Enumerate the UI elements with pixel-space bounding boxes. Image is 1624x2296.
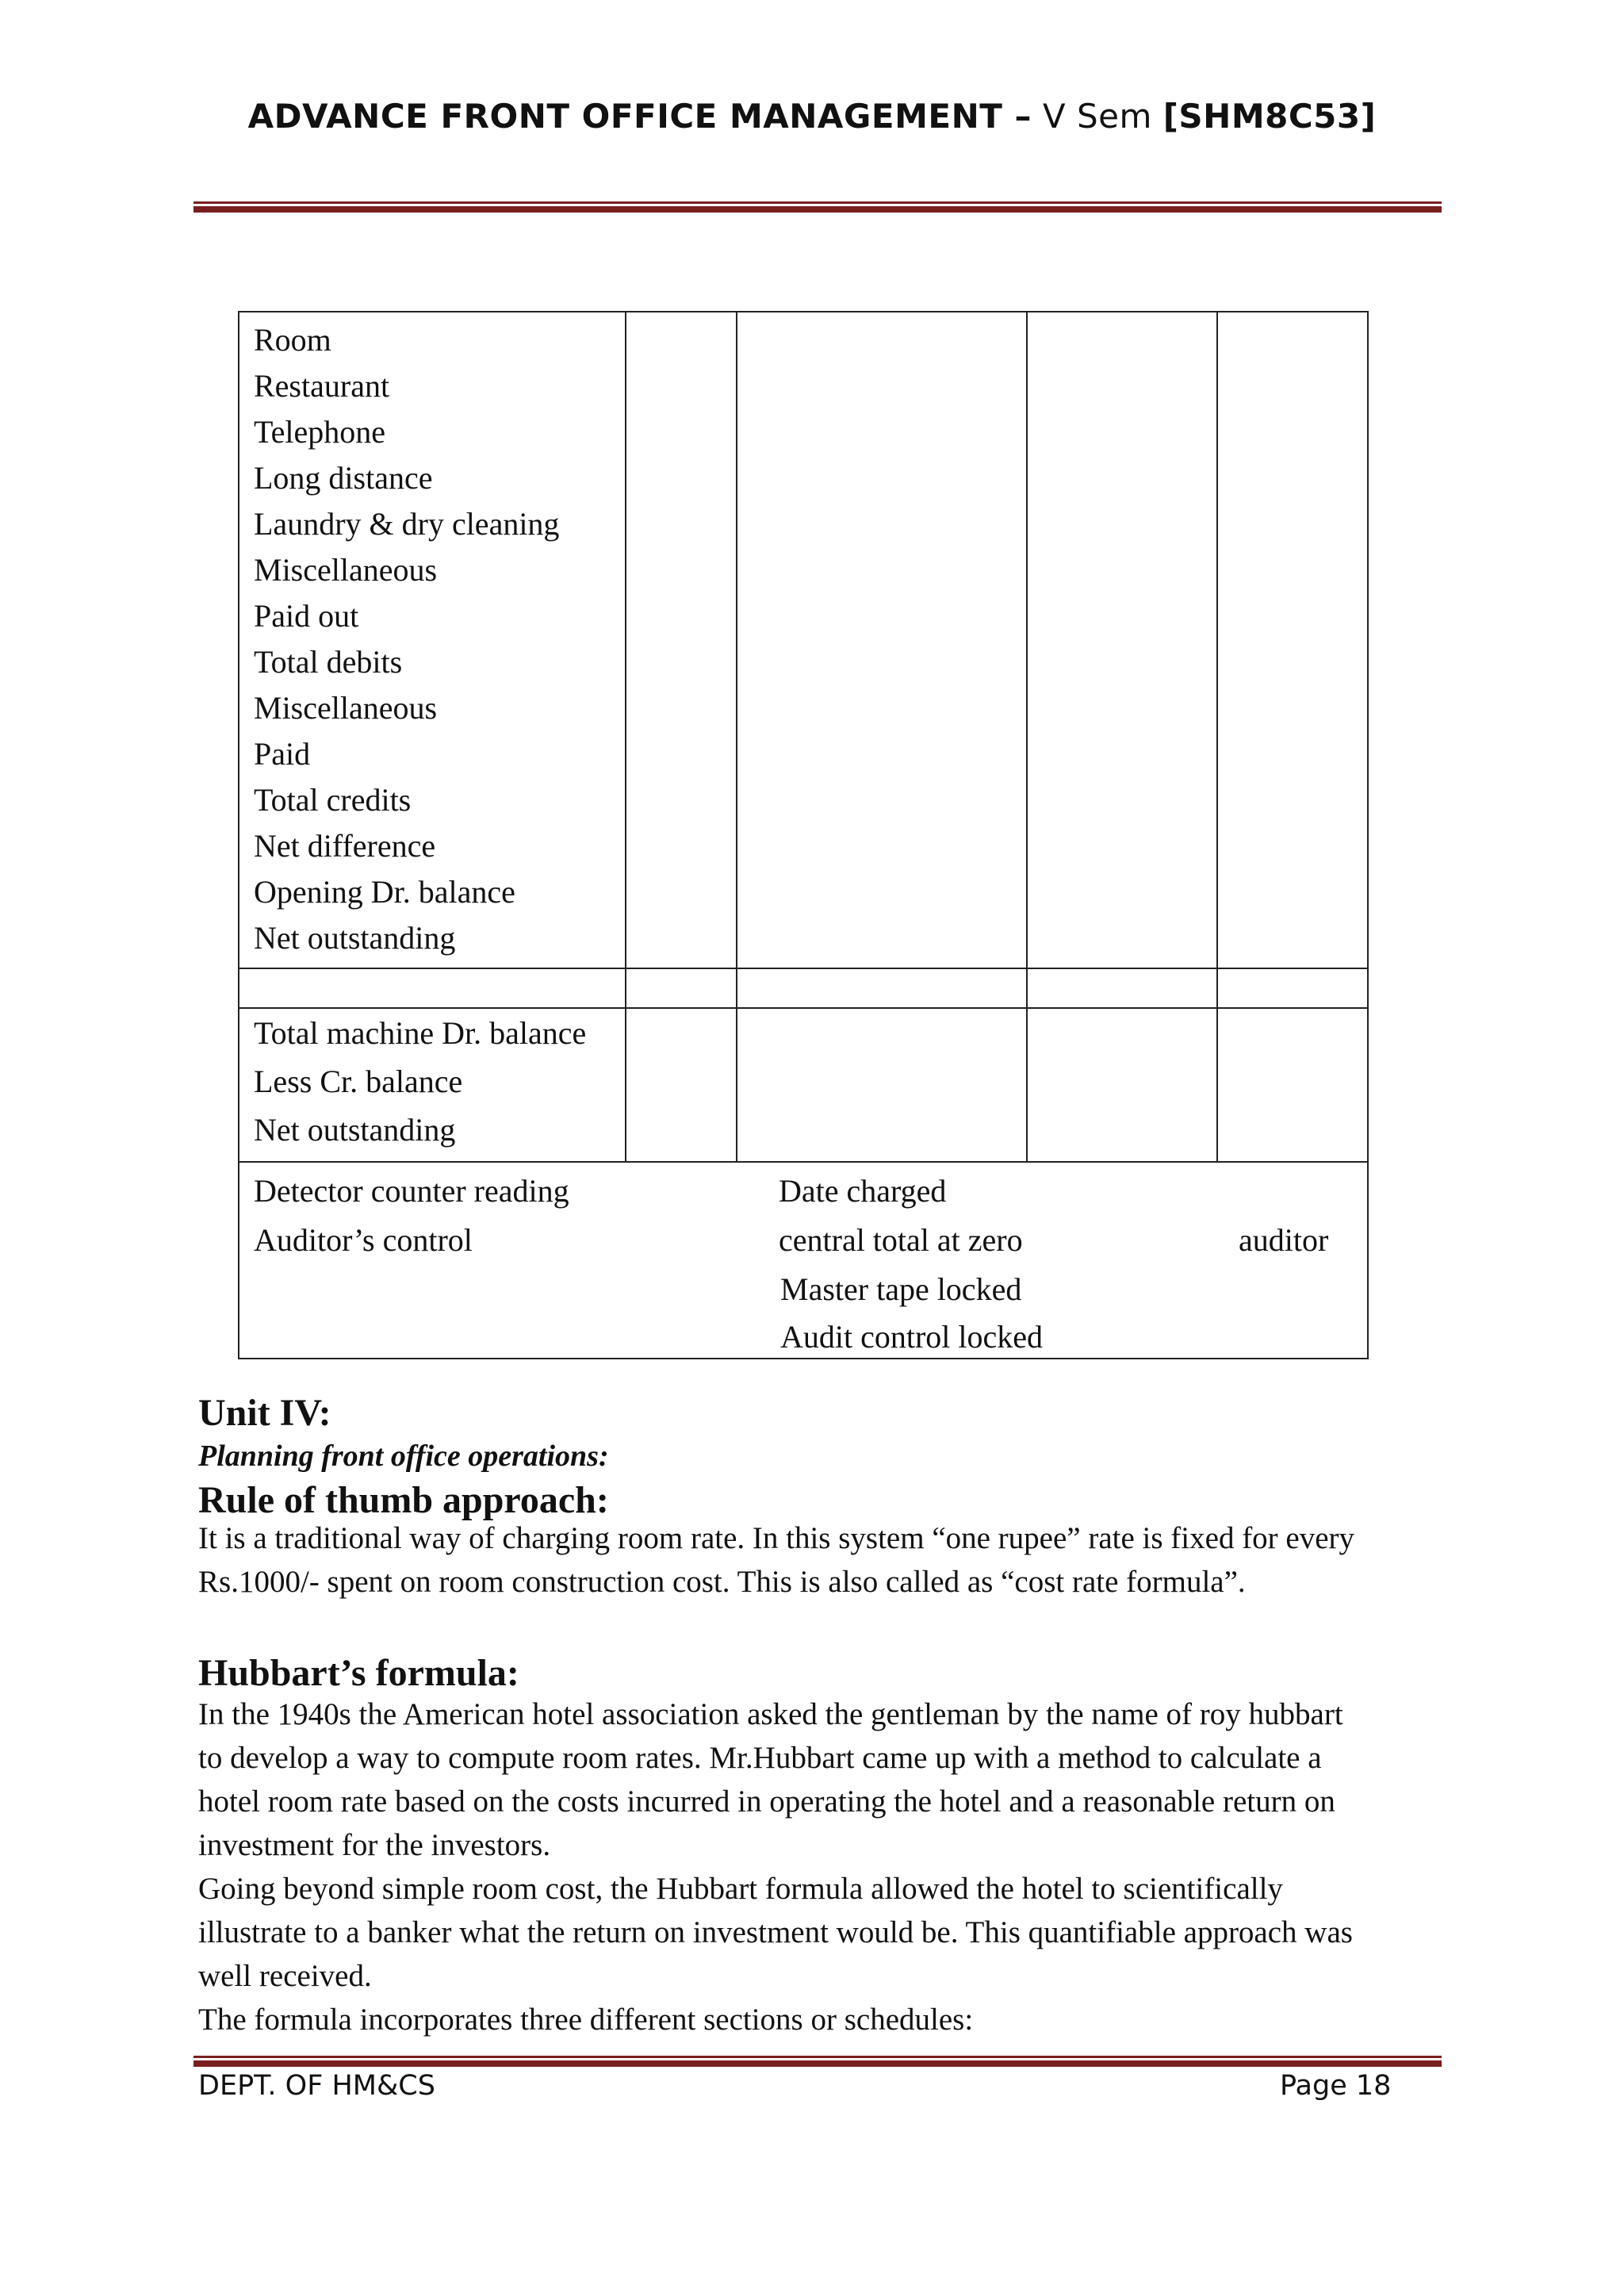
footer-middle-text: Date charged: [779, 1173, 947, 1209]
list-item: Net outstanding: [254, 920, 456, 956]
list-item: Long distance: [254, 460, 433, 496]
header-divider: [193, 201, 1442, 213]
machine-items-cell: [239, 1008, 626, 1162]
table-row-machine: [239, 1008, 1368, 1162]
list-item: Net outstanding: [254, 1112, 456, 1148]
list-item: Paid: [254, 736, 311, 772]
table-row-blank: [239, 968, 1368, 1008]
footer-left-text: Detector counter reading: [254, 1173, 569, 1209]
header-course-name: ADVANCE FRONT OFFICE MANAGEMENT –: [247, 97, 1032, 136]
empty-cell: [737, 312, 1027, 968]
unit-title: Unit IV:: [198, 1392, 331, 1434]
empty-cell: [1027, 968, 1217, 1008]
list-item: Room: [254, 322, 331, 358]
audit-table: [238, 311, 1369, 1359]
paragraph-line: illustrate to a banker what the return on investment would be. This quantifiable approach was: [198, 1915, 1353, 1949]
empty-cell: [626, 1008, 737, 1162]
main-items-cell: [239, 312, 626, 968]
list-item: Laundry & dry cleaning: [254, 506, 560, 542]
list-item: Total machine Dr. balance: [254, 1015, 587, 1051]
list-item: Less Cr. balance: [254, 1064, 463, 1099]
empty-cell: [1217, 1008, 1368, 1162]
empty-cell: [737, 1008, 1027, 1162]
empty-cell: [239, 968, 626, 1008]
footer-left-text: Auditor’s control: [254, 1222, 473, 1258]
footer-control-cell: [239, 1162, 1368, 1359]
empty-cell: [1217, 968, 1368, 1008]
footer-middle-text: Master tape locked: [780, 1271, 1022, 1307]
empty-cell: [1027, 1008, 1217, 1162]
section-paragraph-hubbart: [198, 1692, 1451, 2041]
paragraph-line: well received.: [198, 1959, 372, 1993]
paragraph-line: to develop a way to compute room rates. Mr.Hubbart came up with a method to calculate a: [198, 1741, 1322, 1775]
paragraph-line: hotel room rate based on the costs incurred in operating the hotel and a reasonable return on: [198, 1784, 1335, 1819]
table-row-main: [239, 312, 1368, 968]
footer-page-number: Page 18: [1280, 2070, 1392, 2102]
empty-cell: [1217, 312, 1368, 968]
paragraph-line: In the 1940s the American hotel association asked the gentleman by the name of roy hubbart: [198, 1697, 1343, 1731]
header-course-code: [SHM8C53]: [1162, 97, 1377, 136]
header-semester: V Sem: [1042, 97, 1152, 136]
paragraph-line: The formula incorporates three different sections or schedules:: [198, 2003, 974, 2037]
list-item: Total debits: [254, 644, 403, 680]
table-row-footer: [239, 1162, 1368, 1359]
section-heading-rule-of-thumb: Rule of thumb approach:: [198, 1479, 609, 1521]
empty-cell: [626, 312, 737, 968]
list-item: Miscellaneous: [254, 552, 438, 588]
unit-subtitle: Planning front office operations:: [198, 1439, 609, 1473]
footer-right-text: auditor: [1239, 1222, 1329, 1258]
empty-cell: [626, 968, 737, 1008]
list-item: Telephone: [254, 414, 386, 450]
paragraph-line: Going beyond simple room cost, the Hubbart formula allowed the hotel to scientifically: [198, 1872, 1283, 1906]
list-item: Net difference: [254, 828, 436, 864]
empty-cell: [737, 968, 1027, 1008]
paragraph-line: investment for the investors.: [198, 1828, 551, 1862]
section-heading-hubbart: Hubbart’s formula:: [198, 1652, 519, 1694]
empty-cell: [1027, 312, 1217, 968]
list-item: Miscellaneous: [254, 690, 438, 726]
page-header-title: [0, 97, 1624, 136]
list-item: Paid out: [254, 598, 359, 634]
footer-middle-text: Audit control locked: [780, 1319, 1044, 1355]
list-item: Total credits: [254, 782, 412, 818]
section-paragraph-rule-of-thumb: [198, 1516, 1451, 1604]
footer-divider: [193, 2056, 1442, 2067]
list-item: Restaurant: [254, 368, 390, 404]
paragraph-line: It is a traditional way of charging room rate. In this system “one rupee” rate is fixed for every: [198, 1521, 1355, 1555]
paragraph-line: Rs.1000/- spent on room construction cost. This is also called as “cost rate formula”.: [198, 1565, 1246, 1599]
footer-middle-text: central total at zero: [779, 1222, 1023, 1258]
footer-department: DEPT. OF HM&CS: [198, 2070, 435, 2102]
list-item: Opening Dr. balance: [254, 874, 515, 910]
